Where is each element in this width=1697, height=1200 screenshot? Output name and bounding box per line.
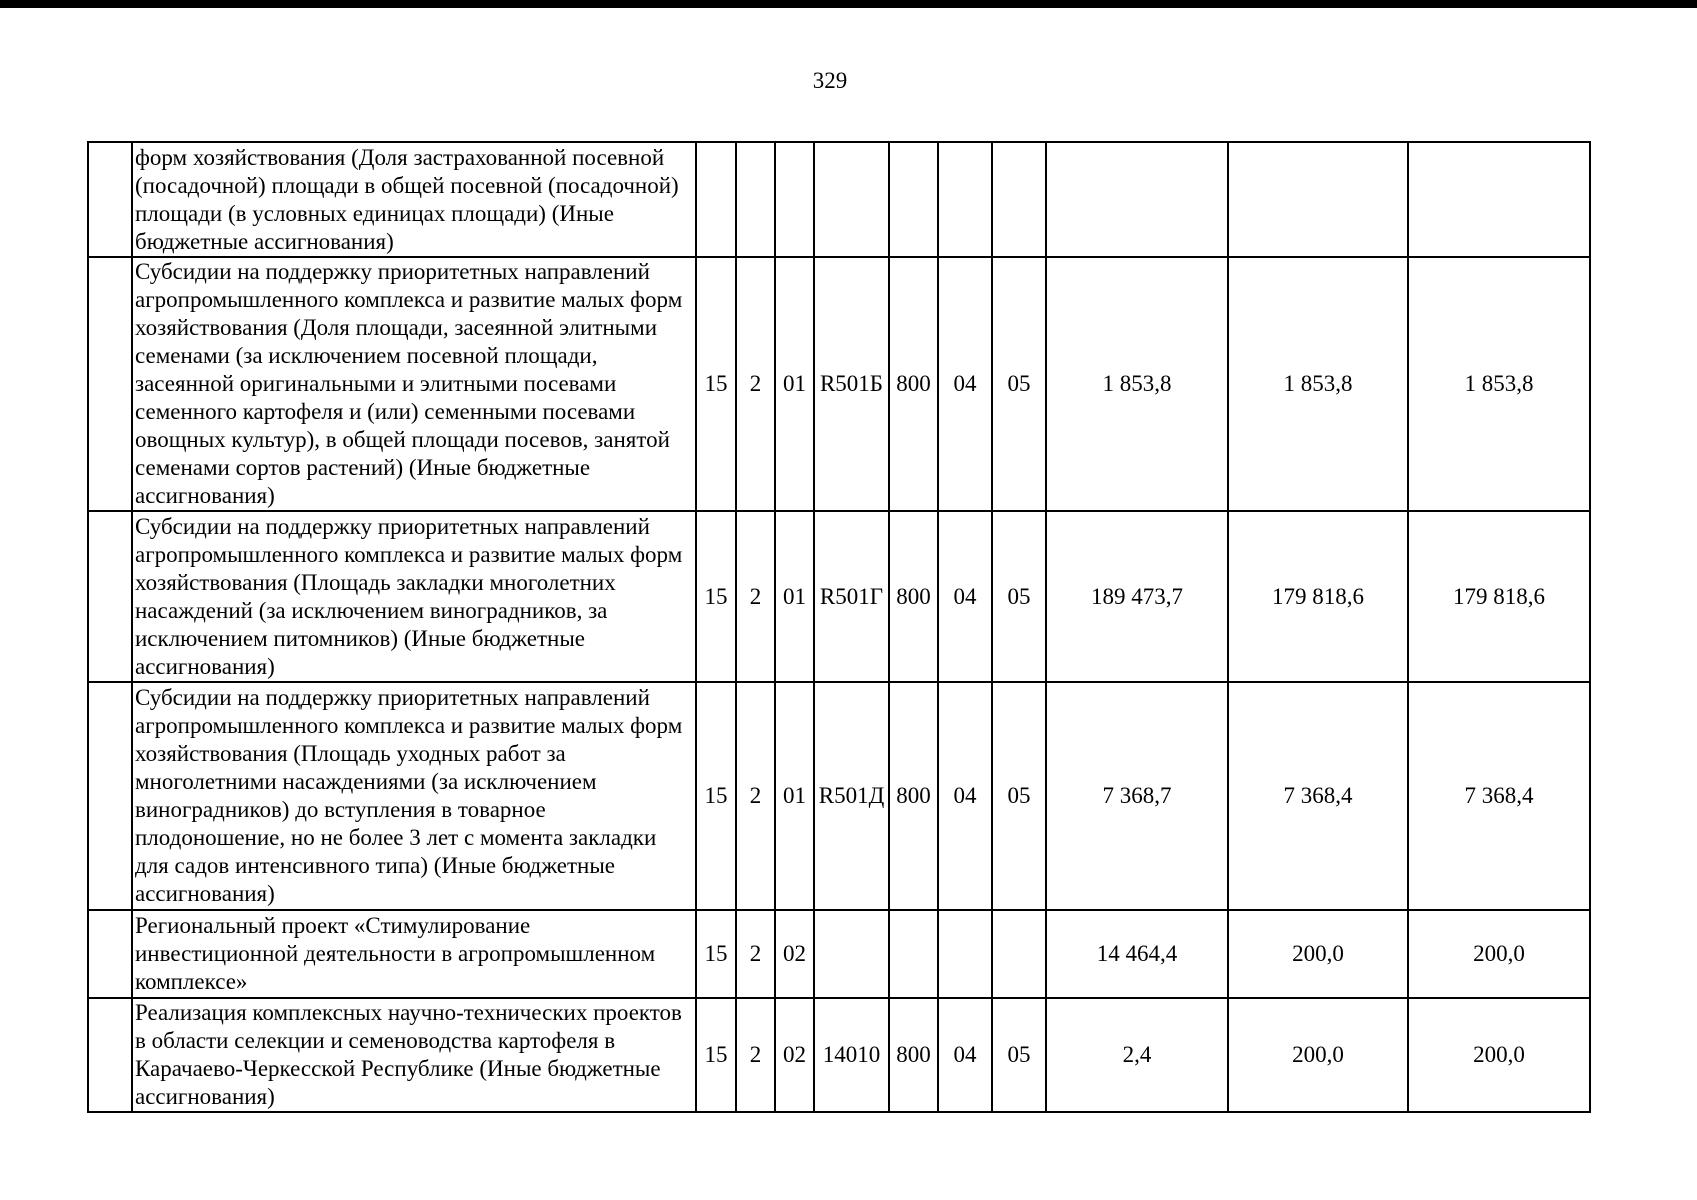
- code-cell: 01: [775, 682, 814, 910]
- code-cell: 2: [736, 511, 775, 682]
- code-cell: [889, 910, 938, 998]
- amount-cell: [1046, 142, 1228, 257]
- code-cell: [992, 910, 1046, 998]
- table-row: [88, 511, 1590, 682]
- code-cell: 15: [696, 910, 736, 998]
- code-cell: [938, 910, 992, 998]
- code-cell: [775, 142, 814, 257]
- top-scan-border: [0, 0, 1697, 8]
- row-number-cell: [88, 682, 132, 910]
- amount-cell: [1228, 142, 1408, 257]
- code-cell: 14010: [814, 998, 889, 1112]
- description-cell: Субсидии на поддержку приоритетных направлений агропромышленного комплекса и развитие малых форм хозяйствования (Площадь закладки многолетних насаждений (за исключением виноградников, за исключением питомников) (Иные бюджетные ассигнования): [132, 511, 696, 682]
- code-cell: 04: [938, 511, 992, 682]
- row-number-cell: [88, 910, 132, 998]
- amount-cell: 200,0: [1408, 998, 1590, 1112]
- table-row: [88, 257, 1590, 511]
- code-cell: 800: [889, 257, 938, 511]
- code-cell: [938, 142, 992, 257]
- amount-cell: 7 368,4: [1228, 682, 1408, 910]
- code-cell: R501Д: [814, 682, 889, 910]
- description-cell: Субсидии на поддержку приоритетных направлений агропромышленного комплекса и развитие малых форм хозяйствования (Площадь уходных работ за многолетними насаждениями (за исключением виноградников) до вступления в товарное плодоношение, но не более 3 лет с момента закладки для садов интенсивного типа) (Иные бюджетные ассигнования): [132, 682, 696, 910]
- amount-cell: 179 818,6: [1228, 511, 1408, 682]
- code-cell: 05: [992, 682, 1046, 910]
- row-number-cell: [88, 142, 132, 257]
- code-cell: [889, 142, 938, 257]
- table-row: [88, 142, 1590, 257]
- description-cell: форм хозяйствования (Доля застрахованной посевной (посадочной) площади в общей посевной (посадочной) площади (в условных единицах площади) (Иные бюджетные ассигнования): [132, 142, 696, 257]
- code-cell: 800: [889, 998, 938, 1112]
- code-cell: R501Б: [814, 257, 889, 511]
- code-cell: 2: [736, 910, 775, 998]
- code-cell: R501Г: [814, 511, 889, 682]
- code-cell: [814, 910, 889, 998]
- code-cell: 15: [696, 511, 736, 682]
- amount-cell: 1 853,8: [1228, 257, 1408, 511]
- code-cell: [992, 142, 1046, 257]
- code-cell: 04: [938, 682, 992, 910]
- amount-cell: 2,4: [1046, 998, 1228, 1112]
- row-number-cell: [88, 257, 132, 511]
- code-cell: 04: [938, 998, 992, 1112]
- code-cell: 2: [736, 998, 775, 1112]
- page-number: 329: [812, 68, 848, 93]
- amount-cell: 179 818,6: [1408, 511, 1590, 682]
- code-cell: 05: [992, 998, 1046, 1112]
- code-cell: [814, 142, 889, 257]
- description-cell: Региональный проект «Стимулирование инвестиционной деятельности в агропромышленном комплексе»: [132, 910, 696, 998]
- amount-cell: 1 853,8: [1408, 257, 1590, 511]
- code-cell: 01: [775, 511, 814, 682]
- code-cell: 2: [736, 682, 775, 910]
- table-row: [88, 910, 1590, 998]
- description-cell: Реализация комплексных научно-технических проектов в области селекции и семеноводства картофеля в Карачаево-Черкесской Республике (Иные бюджетные ассигнования): [132, 998, 696, 1112]
- code-cell: 2: [736, 257, 775, 511]
- row-number-cell: [88, 998, 132, 1112]
- code-cell: 02: [775, 998, 814, 1112]
- code-cell: 800: [889, 682, 938, 910]
- code-cell: 04: [938, 257, 992, 511]
- table-row: [88, 998, 1590, 1112]
- code-cell: 05: [992, 257, 1046, 511]
- amount-cell: 200,0: [1228, 910, 1408, 998]
- amount-cell: 7 368,4: [1408, 682, 1590, 910]
- code-cell: 15: [696, 998, 736, 1112]
- code-cell: 01: [775, 257, 814, 511]
- amount-cell: 189 473,7: [1046, 511, 1228, 682]
- amount-cell: 200,0: [1228, 998, 1408, 1112]
- amount-cell: 14 464,4: [1046, 910, 1228, 998]
- amount-cell: 200,0: [1408, 910, 1590, 998]
- code-cell: [736, 142, 775, 257]
- code-cell: 05: [992, 511, 1046, 682]
- description-cell: Субсидии на поддержку приоритетных направлений агропромышленного комплекса и развитие малых форм хозяйствования (Доля площади, засеянной элитными семенами (за исключением посевной площади, засеянной оригинальными и элитными посевами семенного картофеля и (или) семенными посевами овощных культур), в общей площади посевов, занятой семенами сортов растений) (Иные бюджетные ассигнования): [132, 257, 696, 511]
- row-number-cell: [88, 511, 132, 682]
- amount-cell: 1 853,8: [1046, 257, 1228, 511]
- budget-table: [87, 141, 1591, 1113]
- code-cell: 15: [696, 257, 736, 511]
- code-cell: 02: [775, 910, 814, 998]
- code-cell: 800: [889, 511, 938, 682]
- amount-cell: [1408, 142, 1590, 257]
- table-row: [88, 682, 1590, 910]
- code-cell: [696, 142, 736, 257]
- code-cell: 15: [696, 682, 736, 910]
- amount-cell: 7 368,7: [1046, 682, 1228, 910]
